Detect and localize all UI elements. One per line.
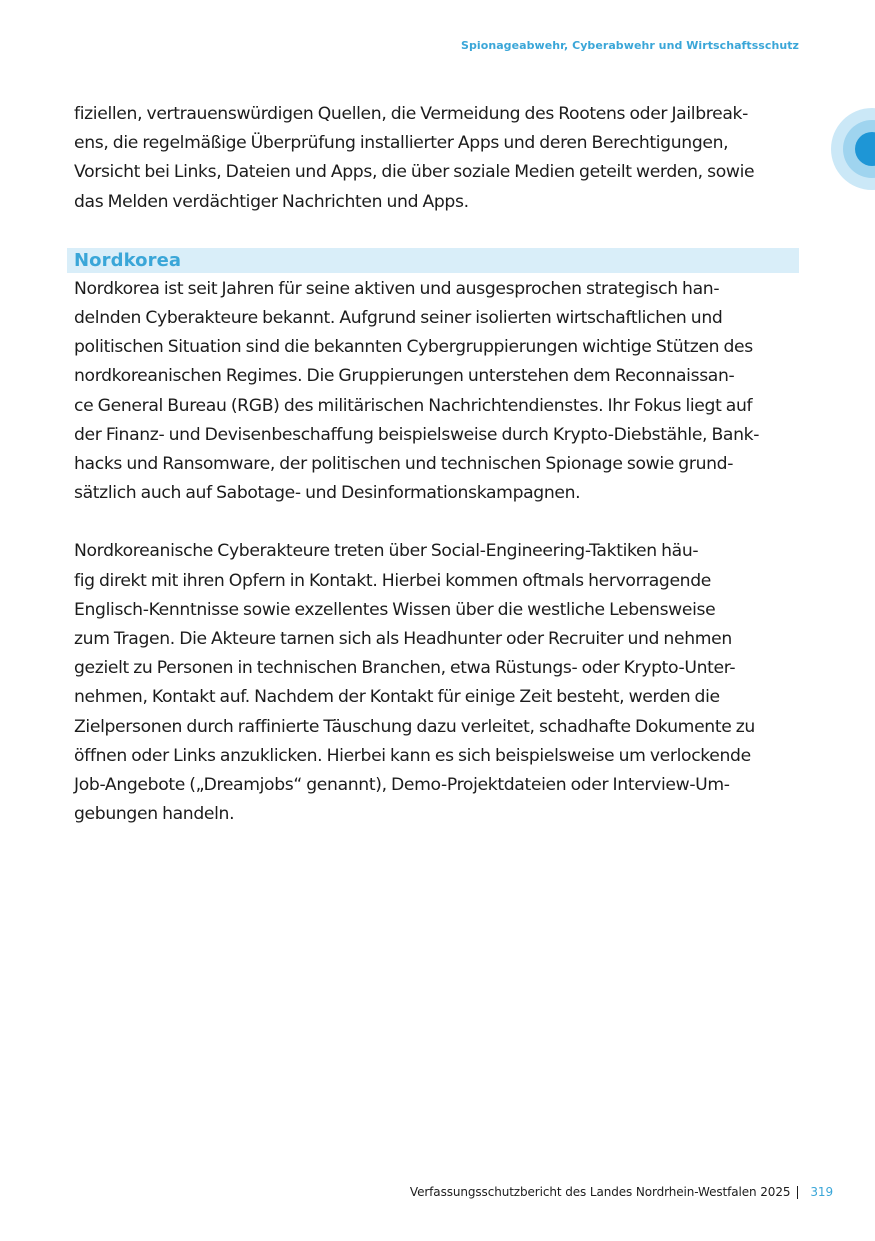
text-line: hacks und Ransomware, der politischen und technischen Spionage sowie grund- (74, 454, 734, 475)
text-line: sätzlich auch auf Sabotage- und Desinformationskampagnen. (74, 483, 581, 504)
text-line: politischen Situation sind die bekannten Cybergruppierungen wichtige Stützen des (74, 337, 753, 358)
footer-publication-title: Verfassungsschutzbericht des Landes Nordrhein-Westfalen 2025 (409, 1185, 791, 1199)
text-line: gebungen handeln. (74, 804, 235, 825)
text-line: Englisch-Kenntnisse sowie exzellentes Wissen über die westliche Lebensweise (74, 599, 716, 620)
text-line: nehmen, Kontakt auf. Nachdem der Kontakt für einige Zeit besteht, werden die (74, 687, 720, 708)
page-footer (410, 1185, 833, 1199)
text-line: Nordkoreanische Cyberakteure treten über Social-Engineering-Taktiken häu- (74, 541, 699, 562)
text-line: Nordkorea ist seit Jahren für seine aktiven und ausgesprochen strategisch han- (74, 278, 720, 299)
paragraph-intro-continuation (74, 100, 804, 217)
text-line: ens, die regelmäßige Überprüfung installierter Apps und deren Berechtigungen, (74, 133, 729, 154)
paragraph-social-engineering (74, 537, 804, 829)
text-line: zum Tragen. Die Akteure tarnen sich als Headhunter oder Recruiter und nehmen (74, 629, 732, 650)
text-line: ce General Bureau (RGB) des militärischen Nachrichtendienstes. Ihr Fokus liegt auf (74, 395, 753, 416)
page-content (74, 100, 804, 829)
text-line: nordkoreanischen Regimes. Die Gruppierungen unterstehen dem Reconnaissan- (74, 366, 735, 387)
section-heading: Nordkorea (74, 249, 182, 271)
text-line: öffnen oder Links anzuklicken. Hierbei kann es sich beispielsweise um verlockende (74, 745, 751, 766)
text-line: das Melden verdächtiger Nachrichten und Apps. (74, 191, 469, 212)
text-line: Zielpersonen durch raffinierte Täuschung dazu verleitet, schadhafte Dokumente zu (74, 716, 755, 737)
concentric-circle-tab-icon (830, 107, 875, 191)
text-line: fiziellen, vertrauenswürdigen Quellen, die Vermeidung des Rootens oder Jailbreak- (74, 104, 748, 124)
text-line: delnden Cyberakteure bekannt. Aufgrund seiner isolierten wirtschaftlichen und (74, 308, 723, 329)
paragraph-nordkorea-overview (74, 275, 804, 509)
section-heading-bar (67, 248, 799, 273)
text-line: gezielt zu Personen in technischen Branchen, etwa Rüstungs- oder Krypto-Unter- (74, 658, 736, 679)
footer-divider (797, 1186, 798, 1199)
text-line: der Finanz- und Devisenbeschaffung beispielsweise durch Krypto-Diebstähle, Bank- (74, 424, 760, 445)
running-header: Spionageabwehr, Cyberabwehr und Wirtschaftsschutz (461, 39, 799, 52)
page-number: 319 (810, 1185, 833, 1199)
text-line: Vorsicht bei Links, Dateien und Apps, die über soziale Medien geteilt werden, sowie (74, 162, 755, 183)
text-line: fig direkt mit ihren Opfern in Kontakt. Hierbei kommen oftmals hervorragende (74, 570, 711, 591)
text-line: Job-Angebote („Dreamjobs“ genannt), Demo-Projektdateien oder Interview-Um- (74, 775, 730, 796)
